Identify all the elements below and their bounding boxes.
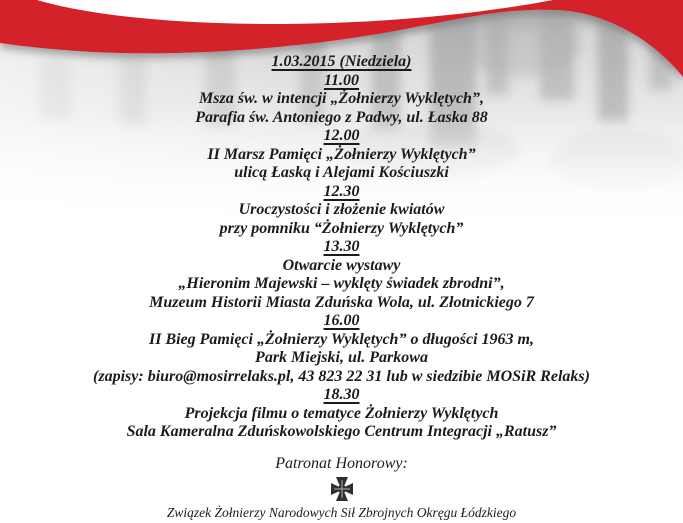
event-date-heading: 1.03.2015 (Niedziela) xyxy=(271,53,412,70)
event-location: Sala Kameralna Zduńskowolskiego Centrum Integracji „Ratusz” xyxy=(126,423,557,440)
event-description: Otwarcie wystawy xyxy=(282,256,401,274)
patronage-heading: Patronat Honorowy: xyxy=(275,454,408,472)
event-time: 12.00 xyxy=(323,127,360,144)
event-time: 12.30 xyxy=(323,182,360,200)
event-description: Msza św. w intencji „Żołnierzy Wyklętych”, xyxy=(199,90,484,107)
event-registration-info: (zapisy: biuro@mosirrelaks.pl, 43 823 22 31 lub w siedzibie MOSiR Relaks) xyxy=(93,367,590,385)
event-time: 16.00 xyxy=(323,312,360,329)
event-description: II Marsz Pamięci „Żołnierzy Wyklętych” xyxy=(207,145,476,163)
event-description: Projekcja filmu o tematyce Żołnierzy Wyklętych xyxy=(184,404,499,422)
nsz-maltese-cross-icon xyxy=(330,476,354,502)
event-time: 13.30 xyxy=(323,238,360,255)
event-block-mass xyxy=(0,72,683,128)
schedule xyxy=(0,53,683,523)
organization-name: Związek Żołnierzy Narodowych Sił Zbrojnych Okręgu Łódzkiego xyxy=(166,505,517,520)
event-time: 11.00 xyxy=(323,71,360,89)
event-location: Parafia św. Antoniego z Padwy, ul. Łaska 88 xyxy=(195,108,488,126)
event-time: 18.30 xyxy=(323,386,360,403)
event-block-flowers xyxy=(0,183,683,239)
event-block-march xyxy=(0,127,683,183)
event-location: ulicą Łaską i Alejami Kościuszki xyxy=(234,164,449,181)
event-description: Uroczystości i złożenie kwiatów xyxy=(238,201,445,218)
event-location: przy pomniku “Żołnierzy Wyklętych” xyxy=(219,219,464,237)
event-title: „Hieronim Majewski – wyklęty świadek zbrodni”, xyxy=(178,275,505,292)
event-location: Muzeum Historii Miasta Zduńska Wola, ul. Złotnickiego 7 xyxy=(149,293,534,311)
event-block-run xyxy=(0,312,683,386)
event-location: Park Miejski, ul. Parkowa xyxy=(255,349,428,366)
event-block-exhibition xyxy=(0,238,683,312)
event-description: II Bieg Pamięci „Żołnierzy Wyklętych” o długości 1963 m, xyxy=(148,330,534,348)
event-block-film xyxy=(0,386,683,442)
patron-emblem xyxy=(0,476,683,502)
